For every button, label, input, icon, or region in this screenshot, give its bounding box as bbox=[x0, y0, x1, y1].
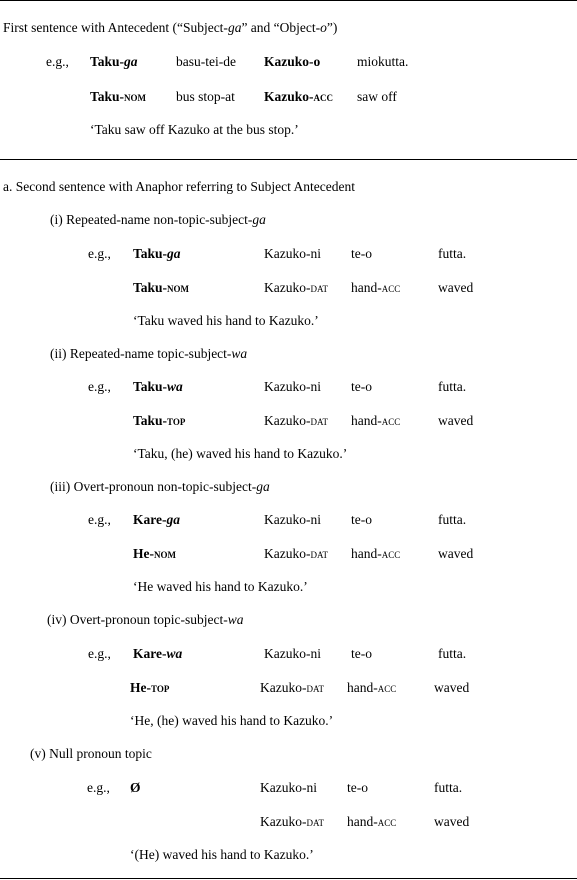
item-ii-heading: (ii) Repeated-name topic-subject-wa bbox=[50, 346, 248, 361]
item-iv-eg: e.g., bbox=[88, 646, 111, 661]
item-ii-gloss-object: hand-acc bbox=[351, 413, 401, 428]
item-iii-gloss-verb: waved bbox=[438, 546, 474, 561]
item-v-gloss-object: hand-acc bbox=[347, 814, 397, 829]
item-v-eg: e.g., bbox=[87, 780, 110, 795]
first-jp-verb: miokutta. bbox=[357, 54, 409, 69]
item-ii-gloss-verb: waved bbox=[438, 413, 474, 428]
item-iii-eg: e.g., bbox=[88, 512, 111, 527]
item-ii-jp-object: te-o bbox=[351, 379, 372, 394]
first-translation: ‘Taku saw off Kazuko at the bus stop.’ bbox=[90, 122, 299, 137]
item-v-gloss-indirect: Kazuko-dat bbox=[260, 814, 324, 829]
item-v-gloss-verb: waved bbox=[434, 814, 470, 829]
first-jp-object: Kazuko-o bbox=[264, 54, 321, 69]
first-jp-place: basu-tei-de bbox=[176, 54, 236, 69]
item-i-eg: e.g., bbox=[88, 246, 111, 261]
item-i-jp-object: te-o bbox=[351, 246, 372, 261]
item-ii-jp-verb: futta. bbox=[438, 379, 467, 394]
item-v-jp-object: te-o bbox=[347, 780, 368, 795]
item-iii-translation: ‘He waved his hand to Kazuko.’ bbox=[133, 579, 308, 594]
item-iv-jp-verb: futta. bbox=[438, 646, 467, 661]
item-iv-gloss-object: hand-acc bbox=[347, 680, 397, 695]
item-i-translation: ‘Taku waved his hand to Kazuko.’ bbox=[133, 313, 319, 328]
item-iv-jp-subject: Kare-wa bbox=[133, 646, 183, 661]
item-ii-gloss-subject: Taku-top bbox=[133, 413, 186, 428]
item-v-jp-indirect: Kazuko-ni bbox=[260, 780, 317, 795]
first-jp-subject: Taku-ga bbox=[90, 54, 138, 69]
bottom-rule bbox=[0, 878, 577, 879]
item-ii-translation: ‘Taku, (he) waved his hand to Kazuko.’ bbox=[133, 446, 348, 461]
item-v-translation: ‘(He) waved his hand to Kazuko.’ bbox=[130, 847, 314, 862]
item-iv-gloss-verb: waved bbox=[434, 680, 470, 695]
item-ii-jp-subject: Taku-wa bbox=[133, 379, 183, 394]
first-title: First sentence with Antecedent (“Subject-ga” and “Object-o”) bbox=[3, 20, 338, 35]
item-i-heading: (i) Repeated-name non-topic-subject-ga bbox=[50, 212, 266, 227]
item-iv-gloss-subject: He-top bbox=[130, 680, 170, 695]
item-iii-heading: (iii) Overt-pronoun non-topic-subject-ga bbox=[50, 479, 270, 494]
first-gloss-place: bus stop-at bbox=[176, 89, 235, 104]
first-gloss-verb: saw off bbox=[357, 89, 397, 104]
item-i-jp-subject: Taku-ga bbox=[133, 246, 181, 261]
item-iii-gloss-object: hand-acc bbox=[351, 546, 401, 561]
item-i-gloss-object: hand-acc bbox=[351, 280, 401, 295]
item-i-jp-verb: futta. bbox=[438, 246, 467, 261]
first-eg: e.g., bbox=[46, 54, 69, 69]
second-title: a. Second sentence with Anaphor referring to Subject Antecedent bbox=[3, 179, 356, 194]
item-v-heading: (v) Null pronoun topic bbox=[30, 746, 152, 761]
item-ii-eg: e.g., bbox=[88, 379, 111, 394]
item-iii-jp-indirect: Kazuko-ni bbox=[264, 512, 321, 527]
item-iv-translation: ‘He, (he) waved his hand to Kazuko.’ bbox=[130, 713, 334, 728]
item-i-gloss-indirect: Kazuko-dat bbox=[264, 280, 328, 295]
item-iii-gloss-indirect: Kazuko-dat bbox=[264, 546, 328, 561]
item-iii-jp-verb: futta. bbox=[438, 512, 467, 527]
item-iv-jp-object: te-o bbox=[351, 646, 372, 661]
item-ii-jp-indirect: Kazuko-ni bbox=[264, 379, 321, 394]
item-iv-jp-indirect: Kazuko-ni bbox=[264, 646, 321, 661]
item-i-gloss-subject: Taku-nom bbox=[133, 280, 190, 295]
first-gloss-object: Kazuko-acc bbox=[264, 89, 334, 104]
middle-rule bbox=[0, 159, 577, 160]
item-v-jp-verb: futta. bbox=[434, 780, 463, 795]
top-rule bbox=[0, 0, 577, 1]
item-iii-jp-subject: Kare-ga bbox=[133, 512, 180, 527]
item-v-jp-subject: Ø bbox=[130, 780, 141, 795]
item-i-jp-indirect: Kazuko-ni bbox=[264, 246, 321, 261]
item-i-gloss-verb: waved bbox=[438, 280, 474, 295]
item-iii-jp-object: te-o bbox=[351, 512, 372, 527]
first-gloss-subject: Taku-nom bbox=[90, 89, 147, 104]
item-iv-gloss-indirect: Kazuko-dat bbox=[260, 680, 324, 695]
item-ii-gloss-indirect: Kazuko-dat bbox=[264, 413, 328, 428]
item-iii-gloss-subject: He-nom bbox=[133, 546, 176, 561]
item-iv-heading: (iv) Overt-pronoun topic-subject-wa bbox=[47, 612, 244, 627]
